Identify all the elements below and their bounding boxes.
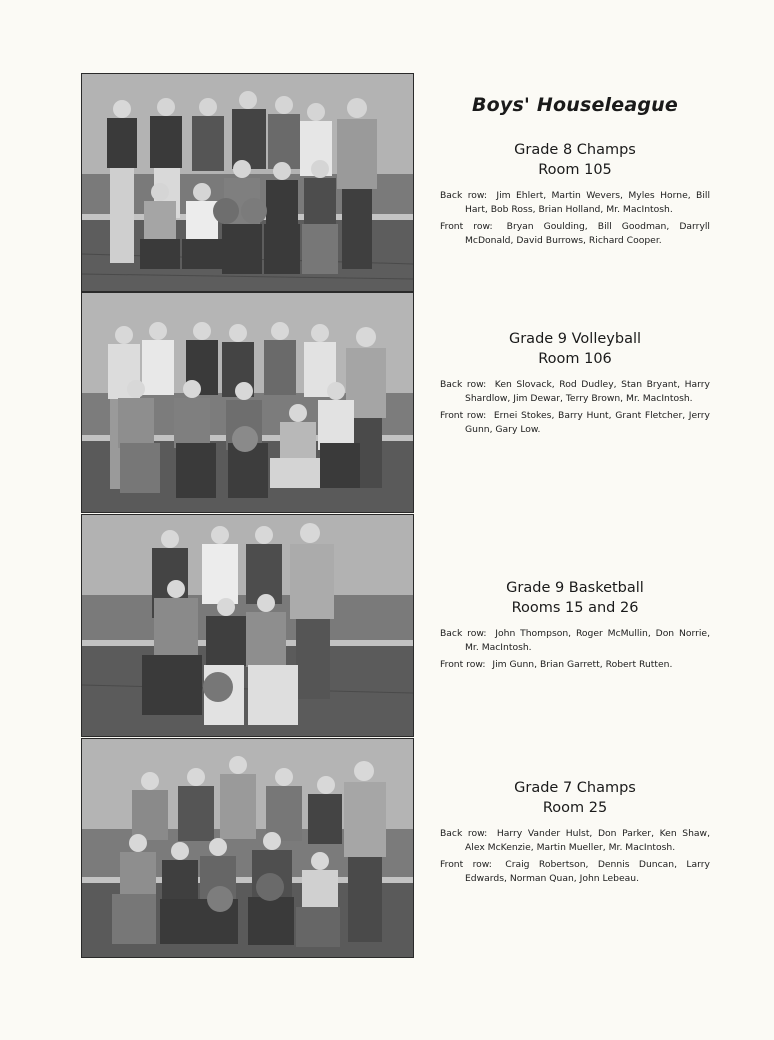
front-row-list: Jim Gunn, Brian Garrett, Robert Rutten. bbox=[492, 659, 673, 670]
back-row-label: Back row: bbox=[440, 190, 487, 201]
front-row-list: Craig Robertson, Dennis Duncan, Larry Edwards, Norman Quan, John Lebeau. bbox=[465, 859, 710, 884]
front-row-list: Ernei Stokes, Barry Hunt, Grant Fletcher, Jerry Gunn, Gary Low. bbox=[465, 410, 710, 435]
front-row-label: Front row: bbox=[440, 221, 493, 232]
front-row-list: Bryan Goulding, Bill Goodman, Darryll McDonald, David Burrows, Richard Cooper. bbox=[465, 221, 710, 246]
team-photo-grade8-champs bbox=[81, 73, 414, 292]
back-row-label: Back row: bbox=[440, 379, 487, 390]
team-heading: Grade 9 Volleyball bbox=[508, 331, 642, 347]
team-caption-grade9-basketball bbox=[440, 578, 710, 675]
front-row-names bbox=[440, 220, 710, 248]
back-row-names bbox=[440, 627, 710, 655]
team-room: Room 105 bbox=[538, 162, 612, 178]
team-caption-grade7-champs bbox=[440, 778, 710, 889]
back-row-list: Jim Ehlert, Martin Wevers, Myles Horne, Bill Hart, Bob Ross, Brian Holland, Mr. MacIntosh. bbox=[465, 190, 711, 215]
team-heading: Grade 7 Champs bbox=[514, 780, 636, 796]
team-photo-grade9-basketball bbox=[81, 514, 414, 737]
back-row-list: John Thompson, Roger McMullin, Don Norrie, Mr. MacIntosh. bbox=[465, 628, 710, 653]
back-row-names bbox=[440, 189, 710, 217]
team-heading: Grade 9 Basketball bbox=[506, 580, 644, 596]
front-row-names bbox=[440, 858, 710, 886]
back-row-list: Ken Slovack, Rod Dudley, Stan Bryant, Harry Shardlow, Jim Dewar, Terry Brown, Mr. MacIntosh. bbox=[465, 379, 710, 404]
team-photo-grade9-volleyball bbox=[81, 292, 414, 513]
front-row-names bbox=[440, 658, 710, 672]
front-row-names bbox=[440, 409, 710, 437]
back-row-label: Back row: bbox=[440, 828, 488, 839]
team-room: Room 106 bbox=[538, 351, 612, 367]
team-room: Room 25 bbox=[542, 800, 608, 816]
back-row-label: Back row: bbox=[440, 628, 487, 639]
team-heading: Grade 8 Champs bbox=[514, 142, 636, 158]
back-row-names bbox=[440, 827, 710, 855]
front-row-label: Front row: bbox=[440, 410, 487, 421]
team-caption-grade8-champs bbox=[440, 140, 710, 251]
back-row-names bbox=[440, 378, 710, 406]
back-row-list: Harry Vander Hulst, Don Parker, Ken Shaw, Alex McKenzie, Martin Mueller, Mr. MacIntosh. bbox=[465, 828, 710, 853]
front-row-label: Front row: bbox=[440, 659, 486, 670]
team-photo-grade7-champs bbox=[81, 738, 414, 958]
page-title: Boys' Houseleague bbox=[472, 94, 678, 116]
team-room: Rooms 15 and 26 bbox=[511, 600, 639, 616]
front-row-label: Front row: bbox=[440, 859, 492, 870]
team-caption-grade9-volleyball bbox=[440, 329, 710, 440]
